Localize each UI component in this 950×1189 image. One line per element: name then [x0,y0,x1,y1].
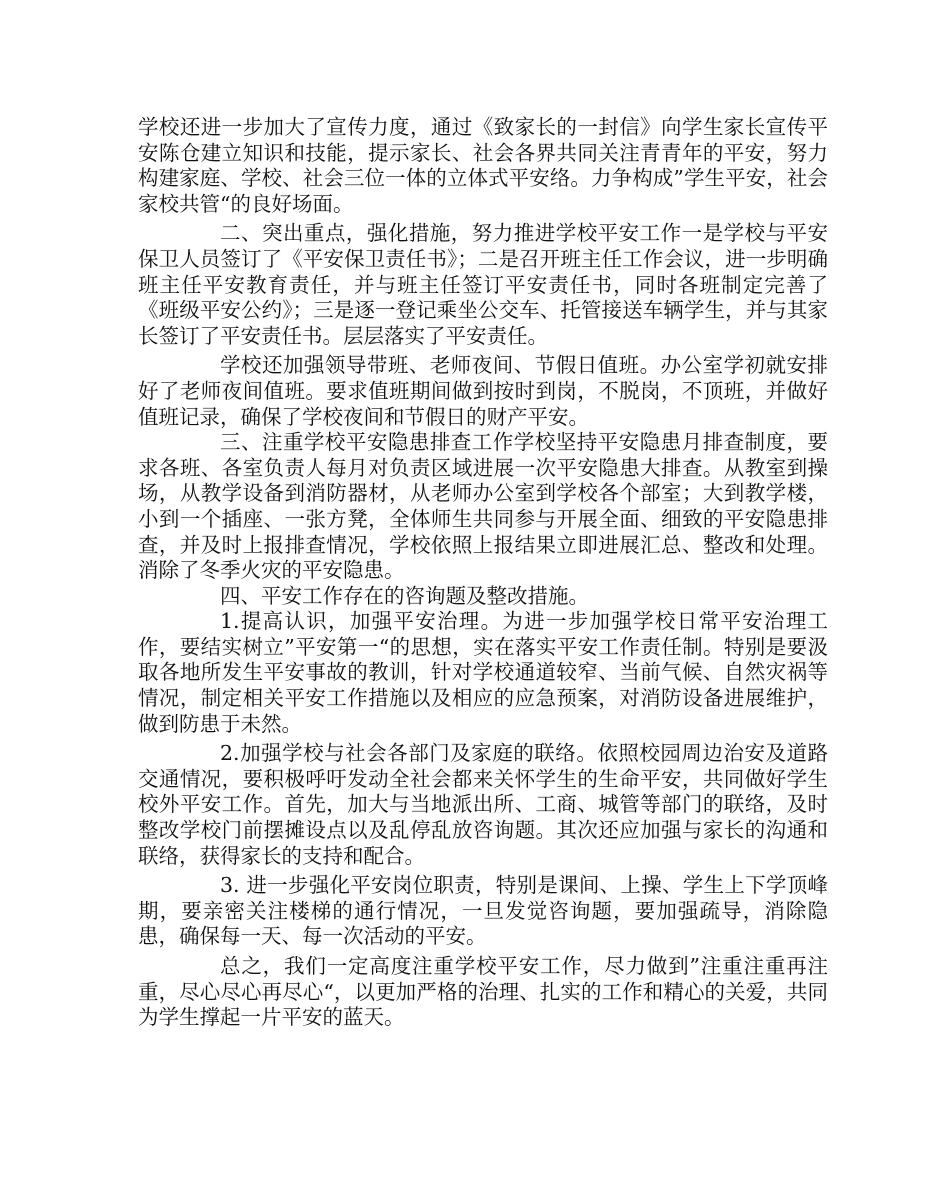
document-body [138,115,828,1031]
paragraph-item-three: 3. 进一步强化平安岗位职责，特别是课间、上操、学生上下学顶峰期，要亲密关注楼梯的通行情况，一旦发觉咨询题，要加强疏导，消除隐患，确保每一天、每一次活动的平安。 [138,873,828,949]
paragraph-section-two: 二、突出重点，强化措施，努力推进学校平安工作一是学校与平安保卫人员签订了《平安保卫责任书》；二是召开班主任工作会议，进一步明确班主任平安教育责任，并与班主任签订平安责任书，同时各班制定完善了《班级平安公约》；三是逐一登记乘坐公交车、托管接送车辆学生，并与其家长签订了平安责任书。层层落实了平安责任。 [138,221,828,348]
paragraph-section-three: 三、注重学校平安隐患排查工作学校坚持平安隐患月排查制度，要求各班、各室负责人每月对负责区域进展一次平安隐患大排查。从教室到操场，从教学设备到消防器材，从老师办公室到学校各个部室；大到教学楼，小到一个插座、一张方凳，全体师生共同参与开展全面、细致的平安隐患排查，并及时上报排查情况，学校依照上报结果立即进展汇总、整改和处理。消除了冬季火灾的平安隐患。 [138,430,828,583]
paragraph-section-four-heading: 四、平安工作存在的咨询题及整改措施。 [220,583,589,608]
paragraph-item-two: 2.加强学校与社会各部门及家庭的联络。依照校园周边治安及道路交通情况，要积极呼吁发动全社会都来关怀学生的生命平安，共同做好学生校外平安工作。首先，加大与当地派出所、工商、城管等部门的联络，及时整改学校门前摆摊设点以及乱停乱放咨询题。其次还应加强与家长的沟通和联络，获得家长的支持和配合。 [138,741,828,868]
paragraph-conclusion: 总之，我们一定高度注重学校平安工作，尽力做到”注重注重再注重，尽心尽心再尽心“，以更加严格的治理、扎实的工作和精心的关爱，共同为学生撑起一片平安的蓝天。 [138,954,828,1030]
paragraph-duty-shifts: 学校还加强领导带班、老师夜间、节假日值班。办公室学初就安排好了老师夜间值班。要求值班期间做到按时到岗，不脱岗，不顶班，并做好值班记录，确保了学校夜间和节假日的财产平安。 [138,353,828,429]
paragraph-publicity: 学校还进一步加大了宣传力度，通过《致家长的一封信》向学生家长宣传平安陈仓建立知识和技能，提示家长、社会各界共同关注青青年的平安，努力构建家庭、学校、社会三位一体的立体式平安络。力争构成”学生平安，社会家校共管“的良好场面。 [138,115,828,216]
paragraph-item-one: 1.提高认识，加强平安治理。为进一步加强学校日常平安治理工作，要结实树立”平安第一“的思想，实在落实平安工作责任制。特别是要汲取各地所发生平安事故的教训，针对学校通道较窄、当前气候、自然灾祸等情况，制定相关平安工作措施以及相应的应急预案，对消防设备进展维护，做到防患于未然。 [138,609,828,736]
